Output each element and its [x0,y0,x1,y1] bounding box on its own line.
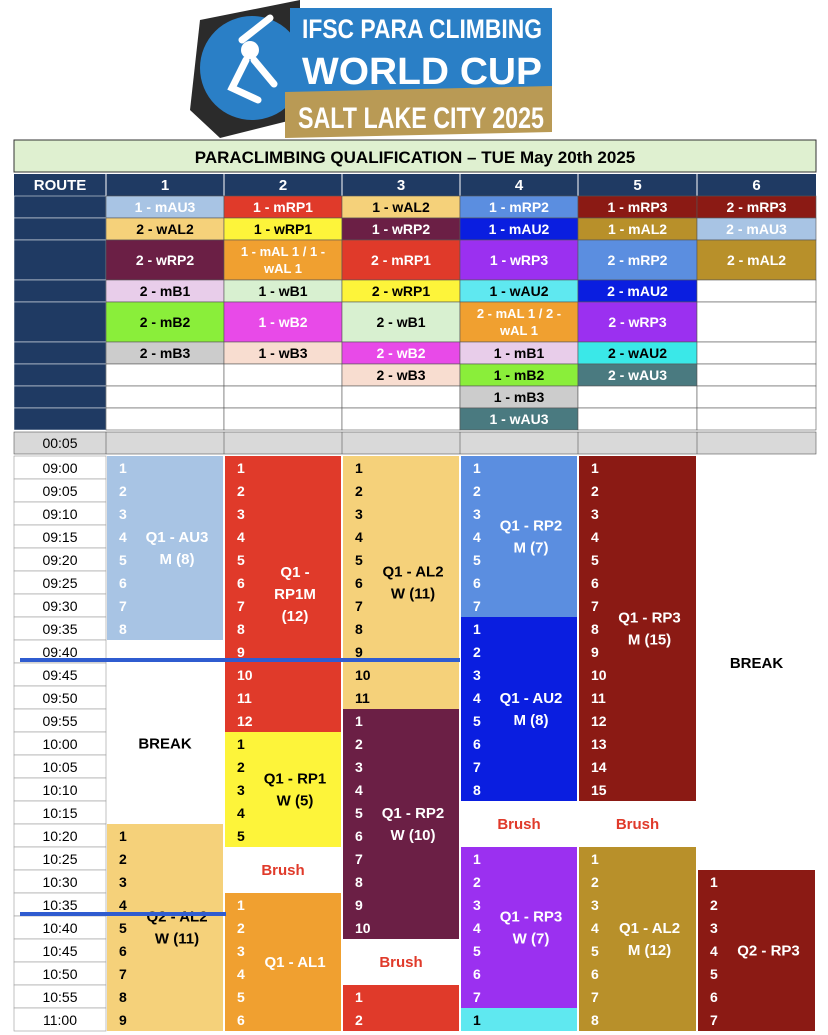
attempt-number: 10 [355,667,371,683]
attempt-number: 5 [473,943,481,959]
assignment-text: 2 - wB3 [376,367,426,383]
assignment-text: 1 - mAU2 [488,221,550,237]
attempt-number: 1 [119,460,127,476]
attempt-number: 9 [119,1012,127,1028]
attempt-number: 5 [355,805,363,821]
route-label-cell [14,364,106,386]
time-label: 09:30 [42,598,78,614]
heat-label: Q1 - RP2 [381,805,445,822]
attempt-number: 5 [473,713,481,729]
attempt-number: 1 [473,460,481,476]
attempt-number: 4 [237,529,245,545]
heat-label: Brush [497,816,541,833]
attempt-number: 3 [473,506,481,522]
heat-blocks [107,456,815,1031]
attempt-number: 2 [355,483,363,499]
assignment-text: 1 - wAL2 [372,199,430,215]
attempt-number: 3 [355,506,363,522]
heat-label: W (7) [512,930,550,948]
attempt-number: 8 [591,621,599,637]
heat-label: Q1 - RP1 [263,770,327,788]
route-label-cell [14,218,106,240]
attempt-number: 8 [355,621,363,637]
assignment-text: 2 - mRP3 [726,199,787,215]
attempt-number: 1 [119,828,127,844]
attempt-number: 11 [355,690,370,706]
time-label: 09:25 [42,575,78,591]
attempt-number: 1 [473,1012,481,1028]
assignment-cell [342,408,460,430]
attempt-number: 3 [710,920,718,936]
time-label: 10:30 [42,874,78,890]
assignment-text: 2 - mB3 [139,345,191,361]
assignment-text: 1 - mRP1 [253,199,313,215]
attempt-number: 6 [473,736,481,752]
assignment-cell [578,408,697,430]
assignment-text: 1 - wAU2 [489,283,549,299]
attempt-number: 11 [591,690,606,706]
attempt-number: 1 [710,874,718,890]
time-label: 09:50 [42,690,78,706]
time-label: 10:15 [42,805,78,821]
time-label: 10:05 [42,759,78,775]
assignment-text-cont: wAL 1 [499,323,539,338]
attempt-number: 6 [237,575,245,591]
assignment-text: 1 - wRP2 [371,221,431,237]
time-label: 09:20 [42,552,78,568]
attempt-number: 6 [591,575,599,591]
heat-label: M (7) [513,539,549,557]
heat-label: Q1 - AL2 [618,920,681,937]
attempt-number: 1 [355,713,363,729]
assignment-cell [697,408,816,430]
heat-label: W (10) [390,827,436,844]
first-time-row [14,432,816,454]
attempt-number: 4 [591,529,599,545]
attempt-number: 1 [473,621,481,637]
assignment-cell [697,364,816,386]
attempt-number: 12 [591,713,607,729]
route-header-bg [14,174,816,196]
attempt-number: 6 [473,575,481,591]
assignment-text: 2 - wRP1 [371,283,431,299]
assignment-text: 1 - mAL 1 / 1 - [240,244,326,259]
assignment-cell [342,386,460,408]
heat-label: Q1 - AL1 [264,954,326,971]
attempt-number: 4 [355,782,363,798]
attempt-number: 6 [119,575,127,591]
assignment-text: 2 - mAU2 [607,283,668,299]
attempt-number: 5 [355,552,363,568]
attempt-number: 7 [710,1012,718,1028]
attempt-number: 7 [355,598,363,614]
attempt-number: 10 [591,667,607,683]
heat-label: RP1M [274,586,316,603]
attempt-number: 2 [591,483,599,499]
attempt-number: 1 [591,460,599,476]
attempt-number: 6 [473,966,481,982]
assignment-text: 1 - mB3 [493,389,545,405]
route-number-4: 4 [514,177,524,194]
assignment-cell [697,280,816,302]
heat-label: M (8) [513,712,549,729]
attempt-number: 6 [119,943,127,959]
heat-label: Brush [379,954,423,971]
attempt-number: 7 [473,759,481,775]
attempt-number: 6 [591,966,599,982]
time-label: 09:40 [42,644,78,660]
attempt-number: 2 [473,874,481,890]
attempt-number: 8 [355,874,363,890]
attempt-number: 1 [237,897,245,913]
time-label: 10:55 [42,989,78,1005]
attempt-number: 7 [355,851,363,867]
assignment-text: 1 - wB2 [258,314,308,330]
time-label: 11:00 [43,1012,77,1028]
attempt-number: 14 [591,759,607,775]
heat-label: M (8) [159,551,195,568]
attempt-number: 1 [237,460,245,476]
attempt-number: 5 [710,966,718,982]
route-label-cell [14,408,106,430]
assignment-cell [697,302,816,342]
assignment-cell [578,386,697,408]
heat-label: BREAK [729,655,784,672]
heat-label: Q1 - AL2 [382,563,444,581]
assignment-cell [697,386,816,408]
route-number-5: 5 [633,177,642,194]
time-label: 09:10 [42,506,78,522]
route-number-1: 1 [160,177,170,194]
assignment-text: 1 - mAU3 [134,199,196,215]
time-label: 10:20 [42,828,78,844]
assignment-cell [697,342,816,364]
attempt-number: 7 [473,598,481,614]
attempt-number: 2 [591,874,599,890]
attempt-number: 1 [355,460,363,476]
assignment-cell [224,364,342,386]
heat-label: (12) [281,608,309,625]
assignment-text: 2 - mRP1 [371,252,431,268]
heat-label: Q1 - RP3 [618,609,681,627]
time-label: 10:50 [42,966,78,982]
heat-label: Q2 - AL2 [146,908,208,926]
attempt-number: 2 [237,759,245,775]
attempt-number: 2 [710,897,718,913]
attempt-number: 4 [710,943,718,959]
assignment-text: 1 - wRP1 [253,221,313,237]
attempt-number: 5 [237,828,245,844]
attempt-number: 5 [119,552,127,568]
attempt-number: 3 [355,759,363,775]
heat-label: Q1 - AU2 [499,690,563,707]
heat-label: M (15) [627,631,672,649]
route-label-cell [14,342,106,364]
attempt-number: 2 [119,851,127,867]
assignment-text: 2 - wAU2 [607,345,668,361]
attempt-number: 2 [473,483,481,499]
attempt-number: 5 [591,943,599,959]
assignment-text: 1 - mRP3 [607,199,668,215]
attempt-number: 6 [355,828,363,844]
attempt-number: 8 [119,621,127,637]
attempt-number: 3 [119,506,127,522]
attempt-number: 5 [237,989,245,1005]
assignment-text: 1 - wB1 [258,283,308,299]
time-label: 10:40 [42,920,78,936]
schedule-title: PARACLIMBING QUALIFICATION – TUE May 20th 2025 [194,148,636,167]
time-label: 09:55 [42,713,78,729]
attempt-number: 3 [237,782,245,798]
assignment-cell [106,364,224,386]
assignment-cell [106,408,224,430]
time-label: 10:45 [42,943,78,959]
attempt-number: 9 [237,644,245,660]
heat-label: W (11) [154,930,200,948]
assignment-cell [106,386,224,408]
attempt-number: 13 [591,736,607,752]
attempt-number: 3 [591,897,599,913]
attempt-number: 3 [237,506,245,522]
attempt-number: 11 [237,690,252,706]
attempt-number: 8 [591,1012,599,1028]
time-label: 10:10 [42,782,78,798]
assignment-text: 2 - mRP2 [607,252,668,268]
assignment-text: 1 - wB3 [258,345,308,361]
attempt-number: 4 [237,805,245,821]
heat-label: Brush [615,816,660,833]
attempt-number: 4 [355,529,363,545]
attempt-number: 3 [119,874,127,890]
attempt-number: 5 [237,552,245,568]
attempt-number: 7 [591,598,599,614]
attempt-number: 1 [591,851,599,867]
attempt-number: 2 [237,920,245,936]
time-label: 10:00 [42,736,78,752]
assignment-text: 2 - wRP2 [135,252,195,268]
attempt-number: 4 [473,529,481,545]
route-number-3: 3 [396,177,406,194]
heat-label: Q1 - RP3 [499,908,563,926]
attempt-number: 3 [591,506,599,522]
attempt-number: 2 [119,483,127,499]
attempt-number: 9 [355,897,363,913]
time-label: 10:25 [42,851,78,867]
assignment-text: 2 - wAU3 [607,367,668,383]
attempt-number: 12 [237,713,253,729]
heat-label: Q1 - AU3 [145,529,209,546]
attempt-number: 9 [355,644,363,660]
attempt-number: 4 [473,690,481,706]
attempt-number: 6 [355,575,363,591]
assignment-text-cont: wAL 1 [263,261,303,276]
attempt-number: 1 [355,989,363,1005]
attempt-number: 7 [119,598,127,614]
route-label-cell [14,386,106,408]
attempt-number: 4 [591,920,599,936]
route-number-2: 2 [278,177,288,194]
route-number-6: 6 [752,177,761,194]
attempt-number: 15 [591,782,607,798]
attempt-number: 3 [237,943,245,959]
time-label: 09:05 [42,483,78,499]
assignment-text: 2 - mAL 1 / 2 - [476,306,562,321]
assignment-grid [14,196,816,430]
logo-line2: WORLD CUP [302,51,542,93]
time-label: 09:45 [42,667,78,683]
attempt-number: 10 [237,667,253,683]
attempt-number: 4 [119,529,127,545]
attempt-number: 8 [119,989,127,1005]
attempt-number: 7 [237,598,245,614]
attempt-number: 3 [473,667,481,683]
attempt-number: 7 [473,989,481,1005]
route-label-cell [14,240,106,280]
attempt-number: 4 [237,966,245,982]
heat-label: Q1 - [280,564,310,581]
assignment-text: 2 - wB1 [376,314,426,330]
attempt-number: 7 [591,989,599,1005]
attempt-number: 2 [355,1012,363,1028]
logo-line1: IFSC PARA CLIMBING [302,14,542,44]
assignment-text: 2 - mB1 [139,283,191,299]
assignment-text: 1 - mB2 [493,367,545,383]
attempt-number: 1 [473,851,481,867]
attempt-number: 2 [355,736,363,752]
heat-label: W (5) [276,792,314,810]
logo-line3: SALT LAKE CITY 2025 [298,102,544,135]
attempt-number: 4 [473,920,481,936]
assignment-text: 1 - wAU3 [489,411,549,427]
attempt-number: 5 [591,552,599,568]
heat-label: Q2 - RP3 [737,942,800,960]
assignment-text: 1 - mAL2 [607,221,668,237]
assignment-text: 2 - wAL2 [136,221,194,237]
assignment-text: 2 - mAL2 [726,252,787,268]
route-header-label: ROUTE [33,177,87,194]
attempt-number: 1 [237,736,245,752]
assignment-text: 1 - mRP2 [489,199,549,215]
route-label-cell [14,302,106,342]
attempt-number: 5 [473,552,481,568]
attempt-number: 8 [237,621,245,637]
heat-label: W (11) [390,585,436,603]
attempt-number: 10 [355,920,371,936]
heat-label: BREAK [138,735,192,753]
attempt-number: 3 [473,897,481,913]
route-label-cell [14,280,106,302]
assignment-text: 1 - wRP3 [489,252,549,268]
attempt-number: 8 [473,782,481,798]
time-label: 10:35 [42,897,78,913]
route-label-cell [14,196,106,218]
heat-label: M (12) [627,942,672,959]
attempt-number: 9 [591,644,599,660]
assignment-text: 2 - mAU3 [726,221,787,237]
time-label: 09:15 [42,529,78,545]
time-label: 00:05 [42,435,78,451]
attempt-number: 2 [237,483,245,499]
attempt-number: 2 [473,644,481,660]
heat-label: Brush [261,862,305,879]
assignment-cell [224,408,342,430]
assignment-text: 2 - wRP3 [608,314,667,330]
heat-label: Q1 - RP2 [499,517,563,535]
route-header-row [14,174,816,196]
time-label: 09:35 [42,621,78,637]
attempt-number: 6 [710,989,718,1005]
time-label: 09:00 [42,460,78,476]
assignment-cell [224,386,342,408]
assignment-text: 2 - wB2 [376,345,426,361]
attempt-number: 6 [237,1012,245,1028]
attempt-number: 7 [119,966,127,982]
assignment-text: 2 - mB2 [139,314,191,330]
attempt-number: 5 [119,920,127,936]
assignment-text: 1 - mB1 [493,345,545,361]
attempt-number: 4 [119,897,127,913]
